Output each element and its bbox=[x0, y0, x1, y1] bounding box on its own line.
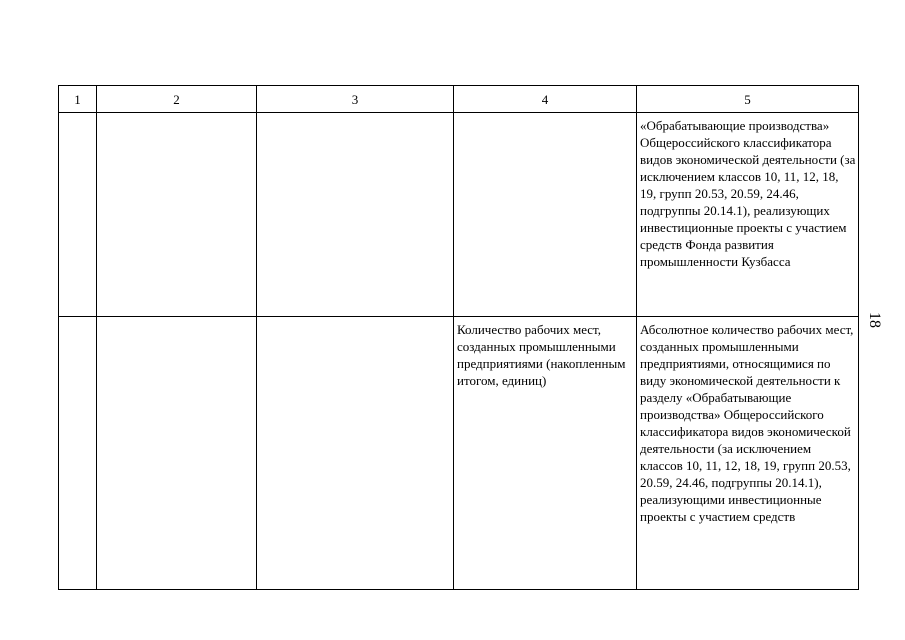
methodology-cell: Абсолютное количество рабочих мест, созданных промышленными предприятиями, относящимися по виду экономической деятельности к разделу «Обрабатывающие производства» Общероссийского классификатора видов экономической деятельности (за исключением классов 10, 11, 12, 18, 19, групп 20.53, 20.59, 24.46, подгруппы 20.14.1), реализующими инвестиционные проекты с участием средств bbox=[637, 317, 859, 590]
table-cell bbox=[257, 113, 454, 317]
header-cell-2: 2 bbox=[97, 86, 257, 113]
table-cell bbox=[59, 317, 97, 590]
table-cell bbox=[59, 113, 97, 317]
table-header-row bbox=[59, 86, 859, 113]
table-cell bbox=[97, 317, 257, 590]
table-row bbox=[59, 317, 859, 590]
page-number: 18 bbox=[866, 312, 883, 328]
table-cell bbox=[454, 113, 637, 317]
indicator-name-cell: Количество рабочих мест, созданных промышленными предприятиями (накопленным итогом, единиц) bbox=[454, 317, 637, 590]
header-cell-3: 3 bbox=[257, 86, 454, 113]
header-cell-1: 1 bbox=[59, 86, 97, 113]
header-cell-4: 4 bbox=[454, 86, 637, 113]
table-row bbox=[59, 113, 859, 317]
table-cell bbox=[257, 317, 454, 590]
header-cell-5: 5 bbox=[637, 86, 859, 113]
table-cell bbox=[97, 113, 257, 317]
indicator-table bbox=[58, 85, 859, 590]
methodology-cell: «Обрабатывающие производства» Общероссийского классификатора видов экономической деятельности (за исключением классов 10, 11, 12, 18, 19, групп 20.53, 20.59, 24.46, подгруппы 20.14.1), реализующих инвестиционные проекты с участием средств Фонда развития промышленности Кузбасса bbox=[637, 113, 859, 317]
